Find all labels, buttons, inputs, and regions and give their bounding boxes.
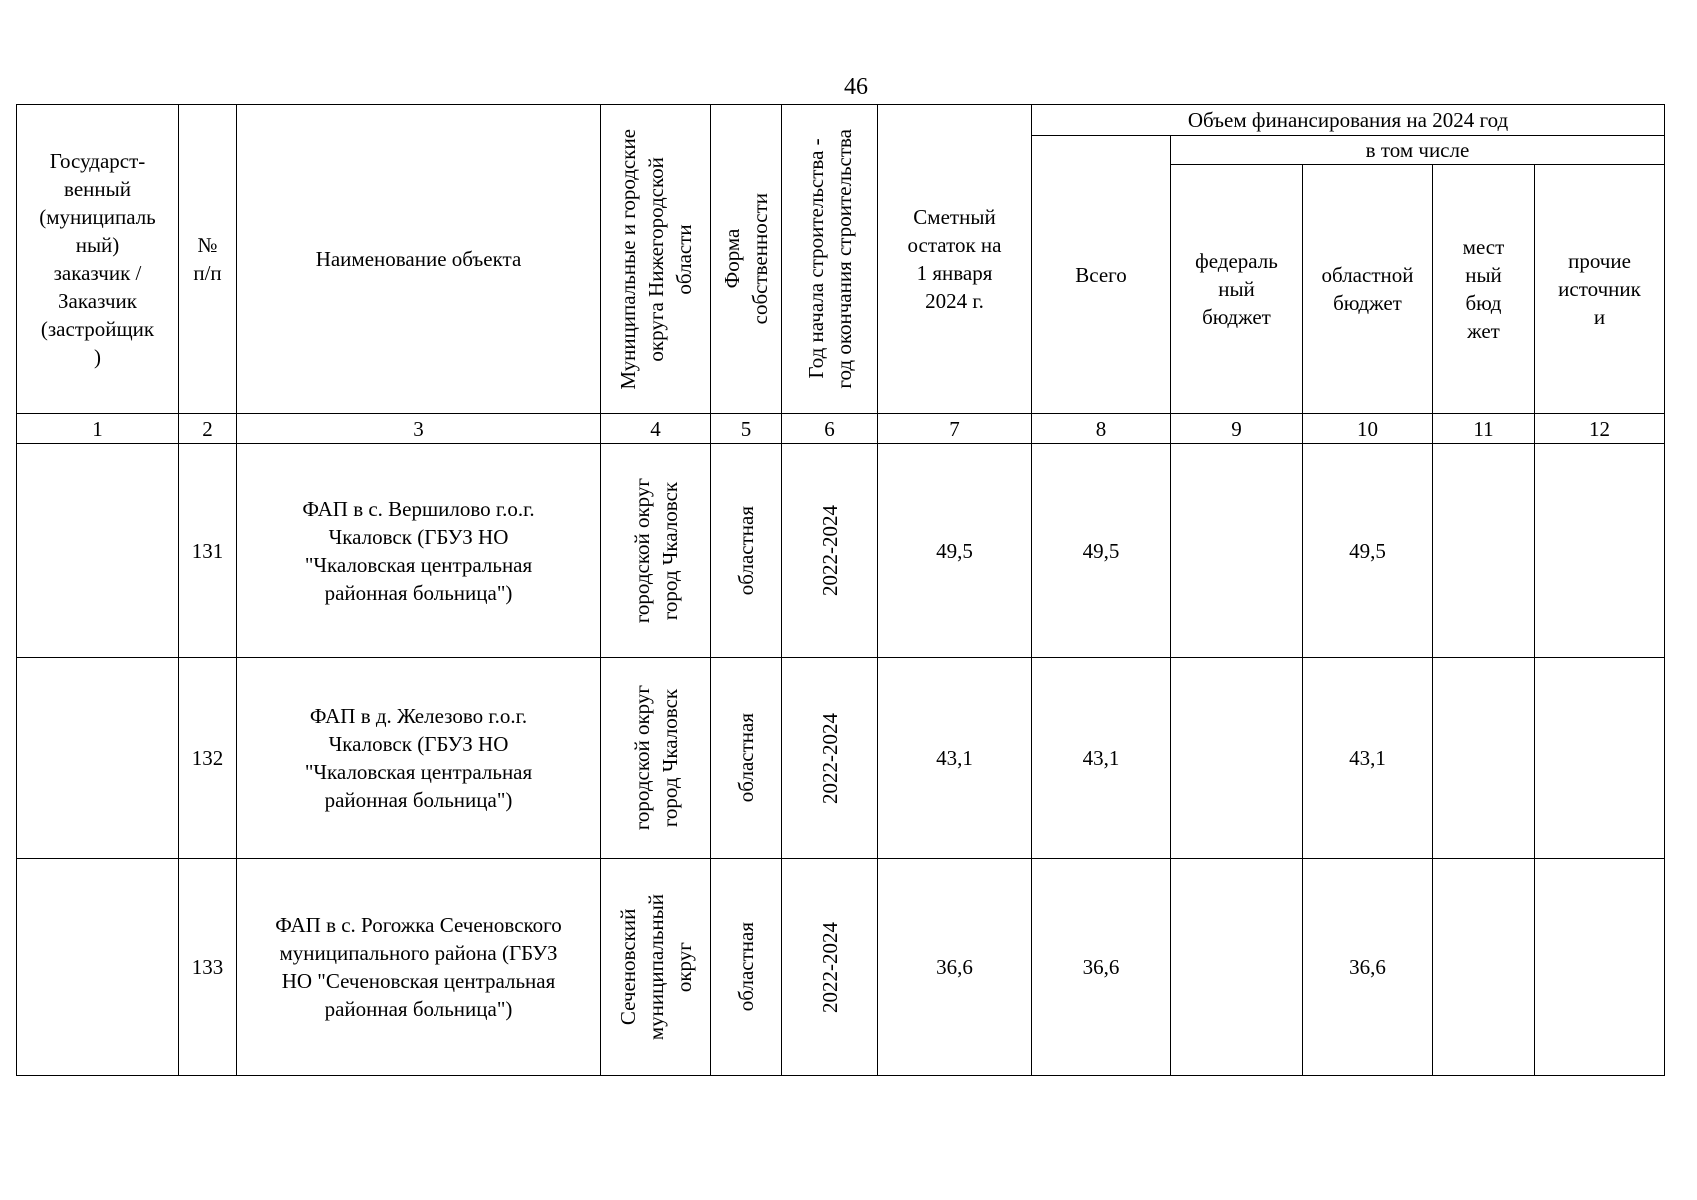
cell-regional: 43,1 — [1303, 658, 1433, 859]
cell-object-name: ФАП в с. Вершилово г.о.г. Чкаловск (ГБУЗ НО "Чкаловская центральная районная больница") — [237, 444, 601, 658]
header-object-name: Наименование объекта — [237, 105, 601, 414]
cell-years-text: 2022-2024 — [817, 712, 842, 804]
cell-customer — [17, 658, 179, 859]
column-number: 6 — [782, 414, 878, 444]
cell-federal — [1171, 444, 1303, 658]
cell-ownership-text: областная — [734, 505, 758, 596]
header-number: № п/п — [179, 105, 237, 414]
cell-number: 132 — [179, 658, 237, 859]
column-number: 3 — [237, 414, 601, 444]
cell-customer — [17, 859, 179, 1076]
column-number: 7 — [878, 414, 1032, 444]
header-customer: Государст- венный (муниципаль ный) заказчик / Заказчик (застройщик ) — [17, 105, 179, 414]
table-row — [17, 658, 1665, 859]
cell-customer — [17, 444, 179, 658]
cell-object-name: ФАП в с. Рогожка Сеченовского муниципального района (ГБУЗ НО "Сеченовская центральная районная больница") — [237, 859, 601, 1076]
header-district — [601, 105, 711, 414]
cell-district-text: городской округ город Чкаловск — [629, 477, 682, 624]
header-years — [782, 105, 878, 414]
header-total: Всего — [1032, 136, 1171, 414]
cell-ownership-text: областная — [734, 713, 758, 803]
column-number: 9 — [1171, 414, 1303, 444]
column-number: 5 — [711, 414, 782, 444]
column-number: 2 — [179, 414, 237, 444]
cell-district — [601, 444, 711, 658]
cell-local — [1433, 859, 1535, 1076]
column-number: 1 — [17, 414, 179, 444]
header-ownership-text: Форма собственности — [720, 193, 772, 325]
cell-ownership — [711, 658, 782, 859]
column-number: 12 — [1535, 414, 1665, 444]
column-number: 8 — [1032, 414, 1171, 444]
column-number-row — [17, 414, 1665, 444]
page-number: 46 — [844, 74, 868, 100]
cell-district — [601, 658, 711, 859]
cell-number: 133 — [179, 859, 237, 1076]
cell-regional: 36,6 — [1303, 859, 1433, 1076]
cell-local — [1433, 658, 1535, 859]
header-including-group: в том числе — [1171, 136, 1665, 165]
cell-total: 36,6 — [1032, 859, 1171, 1076]
header-balance: Сметный остаток на 1 января 2024 г. — [878, 105, 1032, 414]
cell-balance: 36,6 — [878, 859, 1032, 1076]
cell-federal — [1171, 658, 1303, 859]
cell-local — [1433, 444, 1535, 658]
cell-other — [1535, 658, 1665, 859]
cell-total: 49,5 — [1032, 444, 1171, 658]
cell-ownership — [711, 444, 782, 658]
header-federal: федераль ный бюджет — [1171, 165, 1303, 414]
construction-financing-table — [16, 104, 1665, 1076]
cell-other — [1535, 859, 1665, 1076]
cell-years — [782, 444, 878, 658]
table-row — [17, 444, 1665, 658]
header-row-top — [17, 105, 1665, 136]
header-other: прочие источник и — [1535, 165, 1665, 414]
column-number: 11 — [1433, 414, 1535, 444]
column-number: 4 — [601, 414, 711, 444]
cell-balance: 43,1 — [878, 658, 1032, 859]
header-ownership — [711, 105, 782, 414]
cell-federal — [1171, 859, 1303, 1076]
cell-ownership — [711, 859, 782, 1076]
cell-ownership-text: областная — [734, 922, 758, 1012]
cell-object-name: ФАП в д. Железово г.о.г. Чкаловск (ГБУЗ НО "Чкаловская центральная районная больница") — [237, 658, 601, 859]
cell-regional: 49,5 — [1303, 444, 1433, 658]
header-years-text: Год начала строительства - год окончания строительства — [803, 129, 856, 389]
cell-years-text: 2022-2024 — [817, 505, 842, 596]
cell-district — [601, 859, 711, 1076]
header-regional: областной бюджет — [1303, 165, 1433, 414]
header-district-text: Муниципальные и городские округа Нижегородской области — [615, 128, 696, 390]
cell-district-text: городской округ город Чкаловск — [629, 685, 682, 831]
header-financing-group: Объем финансирования на 2024 год — [1032, 105, 1665, 136]
cell-number: 131 — [179, 444, 237, 658]
header-local: мест ный бюд жет — [1433, 165, 1535, 414]
cell-district-text: Сеченовский муниципальный округ — [615, 893, 696, 1041]
cell-years-text: 2022-2024 — [817, 921, 842, 1013]
cell-years — [782, 658, 878, 859]
column-number: 10 — [1303, 414, 1433, 444]
cell-years — [782, 859, 878, 1076]
cell-other — [1535, 444, 1665, 658]
cell-balance: 49,5 — [878, 444, 1032, 658]
cell-total: 43,1 — [1032, 658, 1171, 859]
table-row — [17, 859, 1665, 1076]
